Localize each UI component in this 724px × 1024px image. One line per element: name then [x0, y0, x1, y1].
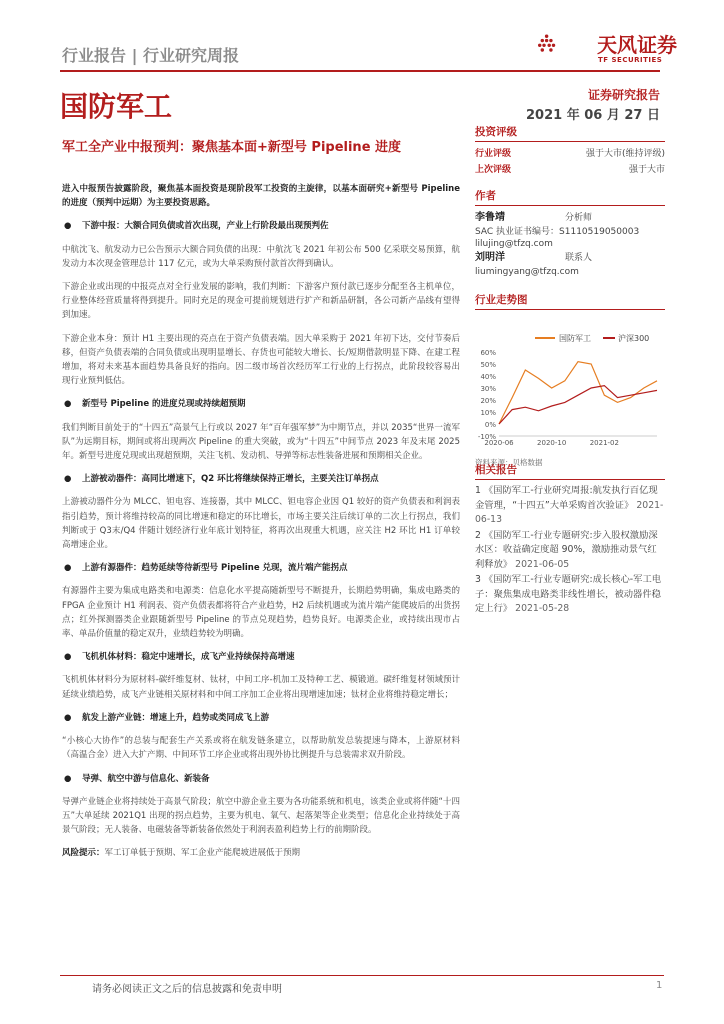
section-heading-text: 航发上游产业链：增速上升，趋势或类同成飞上游	[82, 712, 270, 723]
bullet-icon: ●	[64, 712, 72, 723]
section-heading-text: 上游被动器件：高同比增速下，Q2 环比将继续保持正增长，主要关注订单拐点	[82, 474, 379, 485]
section-heading	[62, 472, 460, 486]
y-tick-label: 60%	[480, 349, 496, 357]
rating-value: 强于大市(维持评级)	[585, 149, 665, 159]
x-tick-label: 2020-06	[484, 439, 514, 447]
analyst-email[interactable]: lilujing@tfzq.com	[475, 239, 553, 249]
analyst-row	[475, 210, 665, 226]
related-title[interactable]: 2 《国防军工-行业专题研究:步入股权激励深水区：收益确定度超 90%，激励推动景气红利释放》	[475, 529, 658, 570]
legend-label-csi300: 沪深300	[618, 334, 650, 343]
main-body	[62, 182, 460, 870]
bullet-icon: ●	[64, 563, 72, 574]
y-tick-label: -10%	[477, 433, 496, 441]
related-heading: 相关报告	[475, 462, 665, 480]
rating-key: 行业评级	[475, 149, 512, 159]
report-date: 2021 年 06 月 27 日	[526, 108, 660, 123]
section-heading	[62, 772, 460, 786]
footer-disclaimer: 请务必阅读正文之后的信息披露和免责申明	[92, 984, 282, 995]
section-heading-text: 下游中报：大额合同负债或首次出现，产业上行阶段最出现预判佐	[82, 221, 329, 232]
section-heading	[62, 561, 460, 575]
rating-row	[475, 146, 665, 162]
rating-section	[475, 124, 665, 178]
header-divider	[60, 70, 660, 72]
page-number: 1	[656, 980, 663, 991]
report-subtitle: 军工全产业中报预判：聚焦基本面+新型号 Pipeline 进度	[62, 140, 402, 155]
related-title[interactable]: 3 《国防军工-行业专题研究:成长核心-军工电子：聚焦集成电路类非线性增长，被动器件稳定上行》	[475, 574, 662, 614]
paragraph: 有源器件主要为集成电路类和电源类：信息化水平提高随新型号不断提升，长期趋势明确，集成电路类的 FPGA 企业预计 H1 利润表、资产负债表都将符合产业趋势，H2 后续机遇或为流片端产能爬坡后的出货拐点；红外探测器类企业跟随新型号 Pipeline 的节点兑现趋势，趋势良好。电源类企业，或持续出现市占率、单品价值量的稳定双升，业绩趋势较为明确。	[62, 586, 460, 640]
report-category: 行业报告 | 行业研究周报	[62, 46, 239, 65]
chart-source: 资料来源：贝格数据	[475, 458, 543, 467]
tf-logo-icon	[538, 20, 594, 68]
section-heading-text: 上游有源器件：趋势延续等待新型号 Pipeline 兑现，流片端产能拐点	[82, 563, 348, 574]
report-type: 证券研究报告	[587, 88, 660, 102]
paragraph: 我们判断目前处于的“十四五”高景气上行或以 2027 年“百年强军梦”为中期节点，并以 2035“世界一流军队”为远期目标，期间或将出现两次 Pipeline 的重大突破，或为“十四五”中间节点 2023 年及末尾 2025 年。新型号进度兑现或出现超预期，关注飞机、发动机、导弹等标志性装备进展和预期相关企业。	[62, 422, 460, 462]
paragraph: 上游被动器件分为 MLCC、钽电容、连接器，其中 MLCC、钽电容企业因 Q1 较好的资产负债表和利润表指引趋势，预计将维持较高的同比增速和稳定的环比增长，市场主要关注后续订单的二次上行拐点，我们判断或于 Q3末/Q4 伴随计划经济行业年底计划特征，将再次出现重大机遇，应关注 H2 环比 H1 订单较高增速企业。	[62, 497, 460, 551]
paragraph: 中航沈飞、航发动力已公告预示大额合同负债的出现：中航沈飞 2021 年初公布 500 亿采联交易预算，航发动力本次现金管理总计 117 亿元，或为大单采购预付款首次得到确认。	[62, 244, 460, 269]
related-title[interactable]: 1 《国防军工-行业研究周报:航发执行百亿现金管理，“十四五”大单采购首次验证》	[475, 485, 658, 511]
related-date: 2021-06-05	[515, 558, 570, 570]
section-heading	[62, 650, 460, 664]
rating-key: 上次评级	[475, 165, 512, 175]
risk-text: 军工订单低于预期、军工企业产能爬坡进展低于预期	[104, 848, 301, 859]
series-line-defense	[499, 362, 657, 424]
rating-value: 强于大市	[628, 165, 665, 175]
section-heading	[62, 711, 460, 725]
brand-name-en: TF SECURITIES	[598, 56, 663, 64]
analyst-name: 李鲁靖	[475, 212, 505, 223]
y-tick-label: 20%	[480, 397, 496, 405]
related-report[interactable]	[475, 529, 665, 573]
analyst-row	[475, 250, 665, 266]
y-tick-label: 0%	[484, 421, 496, 429]
analyst-role: 分析师	[565, 213, 593, 223]
section-heading-text: 导弹、航空中游与信息化、新装备	[82, 773, 210, 784]
y-tick-label: 10%	[480, 409, 496, 417]
rating-heading: 投资评级	[475, 124, 665, 142]
series-line-csi300	[499, 386, 657, 424]
trend-heading: 行业走势图	[475, 292, 665, 310]
related-report[interactable]	[475, 573, 665, 617]
industry-title: 国防军工	[60, 90, 173, 123]
section-heading-text: 新型号 Pipeline 的进度兑现或持续超预期	[82, 399, 246, 410]
paragraph: 飞机机体材料分为原材料-碳纤维复材、钛材，中间工序-机加工及特种工艺、模锻道。碳纤维复材领域预计延续业绩趋势，成飞产业链相关原材料和中间工序加工企业将出现增速加速；钛材企业将维持稳定增长；	[62, 675, 460, 700]
author-section	[475, 188, 665, 278]
bullet-icon: ●	[64, 221, 72, 232]
y-tick-label: 30%	[480, 385, 496, 393]
related-date: 2021-06-13	[475, 499, 664, 525]
analyst-cert: SAC 执业证书编号：S1110519050003	[475, 227, 640, 237]
trend-section	[475, 292, 665, 468]
legend-label-defense: 国防军工	[559, 334, 591, 343]
rating-row	[475, 162, 665, 178]
bullet-icon: ●	[64, 474, 72, 485]
paragraph: 下游企业本身：预计 H1 主要出现的亮点在于资产负债表端。因大单采购于 2021 年初下达，交付节奏后移，但资产负债表端的合同负债或出现明显增长、存货也可能较大增长、长/短期借款明显下降、在建工程增加，将对未来基本面趋势具备良好的指向。因二级市场首次经历军工行业的上行拐点，此阶段较容易出现行业预判低估。	[62, 333, 460, 387]
section-heading-text: 飞机机体材料：稳定中速增长，成飞产业持续保持高增速	[82, 652, 295, 663]
bullet-icon: ●	[64, 652, 72, 663]
analyst-role: 联系人	[565, 253, 593, 263]
section-heading	[62, 397, 460, 411]
related-date: 2021-05-28	[515, 603, 570, 614]
analyst-email[interactable]: liumingyang@tfzq.com	[475, 267, 579, 277]
x-tick-label: 2021-02	[589, 439, 619, 447]
related-section	[475, 462, 665, 618]
section-heading	[62, 219, 460, 233]
author-heading: 作者	[475, 188, 665, 206]
paragraph: 下游企业或出现的中报亮点对全行业发展的影响，我们判断：下游客户预付款已逐步分配至各主机单位，行业整体经营质量将得到提升。同时充足的现金可提前规划进行扩产和新品研制，各公司新产品线有望得到加速。	[62, 282, 460, 321]
brand-name: 天风证券	[597, 33, 677, 57]
x-tick-label: 2020-10	[537, 439, 567, 447]
y-tick-label: 40%	[480, 373, 496, 381]
intro-paragraph: 进入中报预告披露阶段，聚焦基本面投资是现阶段军工投资的主旋律，以基本面研究+新型号 Pipeline 的进度（预判中远期）为主要投资思路。	[62, 184, 460, 209]
footer-divider	[60, 975, 664, 976]
paragraph: “小核心大协作”的总装与配套生产关系或将在航发链条建立，以帮助航发总装提速与降本，上游原材料（高温合金）进入大扩产期、中间环节工序企业或将出现外协比例提升与总装需求双升阶段。	[62, 736, 460, 761]
trend-chart	[475, 314, 665, 454]
paragraph: 导弹产业链企业将持续处于高景气阶段；航空中游企业主要为各功能系统和机电，该类企业或将伴随“十四五”大单延续 2021Q1 出现的拐点趋势，主要为机电、氧气、起落架等企业类型；信息化企业持续处于高景气阶段；无人装备、电磁装备等新装备依然处于利润表盈利趋势上行的前期阶段。	[62, 796, 460, 836]
related-report[interactable]	[475, 484, 665, 528]
bullet-icon: ●	[64, 399, 72, 410]
bullet-icon: ●	[64, 773, 72, 784]
analyst-name: 刘明洋	[475, 252, 505, 263]
y-tick-label: 50%	[480, 361, 496, 369]
risk-label: 风险提示：	[62, 848, 105, 859]
risk-note	[62, 846, 460, 860]
